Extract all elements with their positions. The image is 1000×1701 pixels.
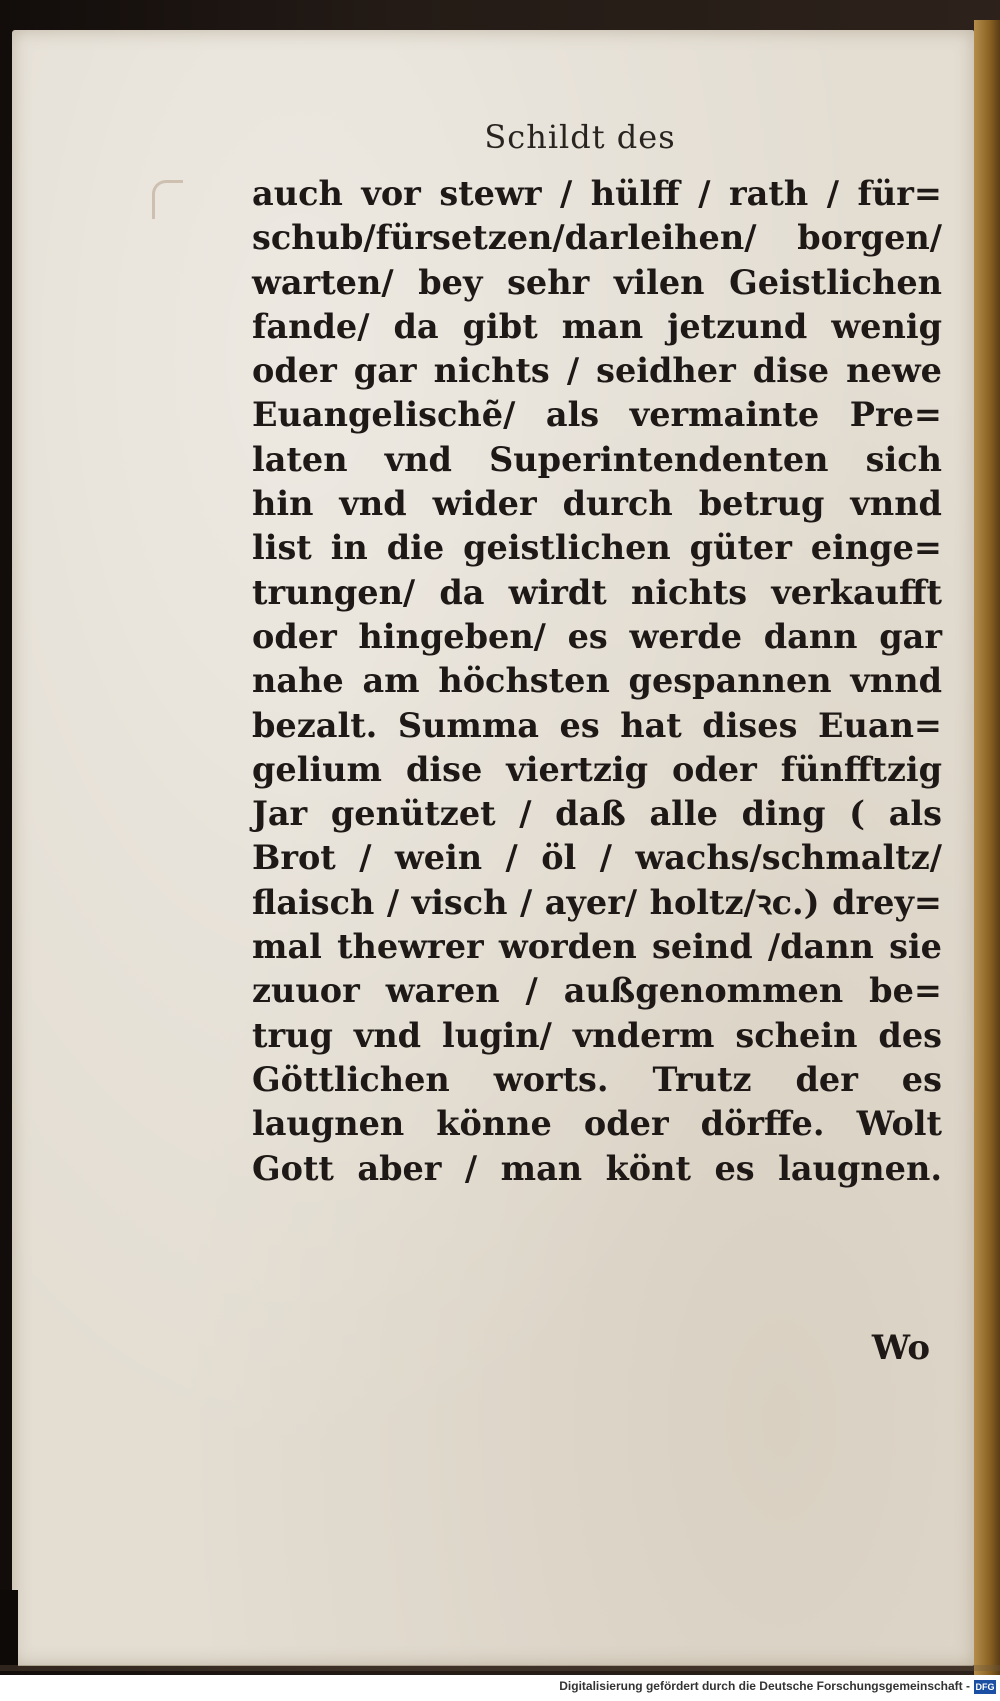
text-line: oder hingeben/ es werde dann gar [252, 616, 942, 656]
text-line: nahe am höchsten gespannen vnnd [252, 661, 942, 701]
text-line: warten/ bey sehr vilen Geistlichen [252, 262, 942, 302]
text-line: list in die geistlichen güter einge= [252, 528, 942, 568]
text-line: trug vnd lugin/ vnderm schein des [252, 1015, 942, 1055]
page-bottom-edge [0, 1665, 1000, 1671]
text-line: flaisch / visch / ayer/ holtz/ꝛc.) drey= [252, 882, 942, 922]
running-head: Schildt des [484, 118, 676, 156]
book-edge [974, 20, 1000, 1680]
text-line: auch vor stewr / hülff / rath / für= [252, 174, 942, 213]
text-line: laugnen könne oder dörffe. Wolt [252, 1104, 942, 1144]
text-block [252, 172, 942, 1191]
margin-mark [152, 180, 183, 219]
credit-text: Digitalisierung gefördert durch die Deutsche Forschungsgemeinschaft - [559, 1679, 970, 1693]
text-line: schub/fürsetzen/darleihen/ borgen/ [252, 218, 942, 258]
dfg-logo: DFG [975, 1682, 995, 1692]
text-line: trungen/ da wirdt nichts verkaufft [252, 572, 942, 612]
text-line: mal thewrer worden seind /dann sie [252, 927, 942, 967]
text-line: Brot / wein / öl / wachs/schmaltz/ [252, 838, 942, 878]
text-line: bezalt. Summa es hat dises Euan= [252, 705, 942, 745]
text-line: gelium dise viertzig oder fünfftzig [252, 749, 942, 789]
binding-shadow [0, 1590, 18, 1670]
catchword: Wo [871, 1328, 930, 1368]
text-line: oder gar nichts / seidher dise newe [252, 351, 942, 391]
text-line: Göttlichen worts. Trutz der es [252, 1059, 942, 1099]
text-line: hin vnd wider durch betrug vnnd [252, 484, 942, 524]
text-line: laten vnd Superintendenten sich [252, 439, 942, 479]
text-line: Euangelischẽ/ als vermainte Pre= [252, 395, 942, 435]
text-line: Jar genützet / daß alle ding ( als [252, 794, 942, 834]
credit-bar [0, 1675, 1000, 1701]
text-line: fande/ da gibt man jetzund wenig [252, 306, 942, 346]
text-line: zuuor waren / außgenommen be= [252, 971, 942, 1011]
text-line: Gott aber / man könt es laugnen. [252, 1148, 942, 1188]
